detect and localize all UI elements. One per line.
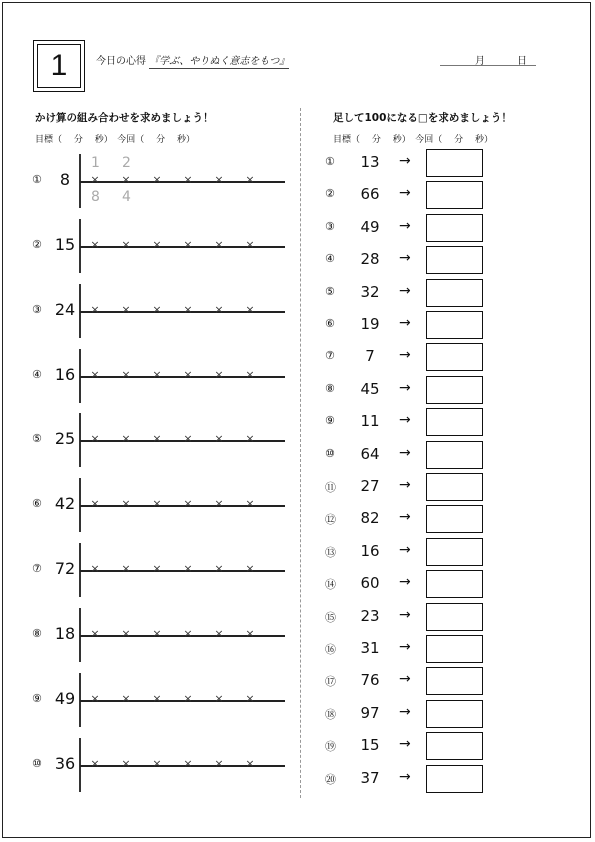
answer-box[interactable] (426, 732, 483, 760)
times-icon: × (90, 497, 100, 510)
times-icon: × (183, 627, 193, 640)
column-divider (300, 108, 301, 798)
times-icon: × (121, 173, 131, 186)
given-number: 76 (360, 671, 380, 690)
times-icon: × (90, 692, 100, 705)
target-number: 16 (54, 365, 76, 384)
times-icon: × (214, 368, 224, 381)
answer-box[interactable] (426, 149, 483, 177)
arrow-right-icon: → (399, 379, 411, 396)
answer-box[interactable] (426, 343, 483, 371)
times-icon: × (90, 562, 100, 575)
arrow-right-icon: → (399, 153, 411, 169)
times-icon: × (152, 692, 162, 705)
times-icon: × (245, 432, 255, 445)
arrow-right-icon: → (399, 606, 411, 623)
times-icon: × (214, 432, 224, 445)
motto-label: 今日の心得 (96, 56, 146, 67)
arrow-right-icon: → (399, 703, 411, 720)
times-icon: × (152, 757, 162, 770)
row-marker: ⑮ (325, 610, 336, 624)
given-number: 49 (360, 217, 380, 236)
given-number: 19 (360, 315, 380, 333)
row-marker: ⑬ (325, 545, 336, 559)
row-marker: ⑭ (325, 578, 336, 592)
row-marker: ① (325, 155, 335, 168)
answer-box[interactable] (426, 279, 483, 307)
right-timer: 目標（ 分 秒） 今回（ 分 秒） (333, 135, 493, 145)
given-number: 27 (360, 477, 380, 495)
right-section-title: 足して100になる□を求めましょう！ (333, 112, 512, 124)
row-marker: ⑦ (325, 349, 335, 363)
times-icon: × (214, 238, 224, 251)
given-number: 64 (360, 444, 380, 463)
times-icon: × (214, 627, 224, 640)
times-icon: × (90, 627, 100, 640)
day-label: 日 (517, 56, 527, 67)
times-icon: × (121, 238, 131, 251)
answer-box[interactable] (426, 376, 483, 404)
times-icon: × (152, 497, 162, 510)
times-icon: × (90, 368, 100, 381)
month-label: 月 (475, 56, 485, 67)
answer-box[interactable] (426, 635, 483, 663)
row-marker: ⑩ (325, 446, 335, 460)
example-bottom-1: 8 (91, 189, 100, 205)
sheet-number-box (33, 40, 85, 92)
row-marker: ④ (325, 252, 335, 266)
given-number: 45 (360, 379, 380, 398)
times-icon: × (152, 303, 162, 316)
answer-box[interactable] (426, 700, 483, 728)
times-icon: × (245, 497, 255, 510)
arrow-right-icon: → (399, 315, 411, 331)
given-number: 60 (360, 574, 380, 593)
given-number: 15 (360, 736, 380, 755)
times-icon: × (214, 757, 224, 770)
times-icon: × (245, 303, 255, 316)
times-icon: × (245, 692, 255, 705)
times-icon: × (245, 368, 255, 381)
times-icon: × (121, 303, 131, 316)
sheet-number: 1 (37, 44, 81, 88)
answer-box[interactable] (426, 181, 483, 209)
times-icon: × (121, 562, 131, 575)
row-marker: ② (32, 238, 42, 251)
times-icon: × (245, 627, 255, 640)
times-icon: × (121, 627, 131, 640)
times-icon: × (245, 238, 255, 251)
row-marker: ⑧ (325, 381, 335, 395)
times-icon: × (152, 432, 162, 445)
times-icon: × (121, 368, 131, 381)
given-number: 97 (360, 703, 380, 722)
row-marker: ② (325, 187, 335, 201)
times-icon: × (90, 173, 100, 186)
row-marker: ④ (32, 368, 42, 381)
row-marker: ③ (32, 303, 42, 316)
times-icon: × (90, 238, 100, 251)
arrow-right-icon: → (399, 541, 411, 558)
given-number: 23 (360, 606, 380, 625)
times-icon: × (183, 238, 193, 251)
times-icon: × (214, 303, 224, 316)
motto-quote: 『学ぶ、やりぬく意志をもつ』 (149, 56, 290, 67)
target-number: 8 (59, 170, 71, 189)
given-number: 31 (360, 639, 380, 657)
times-icon: × (152, 238, 162, 251)
page-frame (2, 2, 591, 838)
row-marker: ⑤ (32, 432, 42, 445)
given-number: 11 (360, 412, 380, 431)
arrow-right-icon: → (399, 639, 411, 655)
row-marker: ⑨ (325, 414, 335, 428)
times-icon: × (90, 757, 100, 770)
answer-box[interactable] (426, 473, 483, 501)
times-icon: × (183, 432, 193, 445)
row-marker: ⑯ (325, 643, 336, 656)
times-icon: × (183, 303, 193, 316)
example-bottom-2: 4 (122, 189, 131, 205)
answer-box[interactable] (426, 603, 483, 631)
arrow-right-icon: → (399, 574, 411, 591)
row-marker: ③ (325, 219, 335, 233)
target-number: 24 (54, 300, 76, 319)
target-number: 25 (54, 429, 76, 448)
times-icon: × (183, 757, 193, 770)
row-marker: ⑩ (32, 757, 42, 770)
row-marker: ⑱ (325, 707, 336, 721)
row-marker: ⑤ (325, 284, 335, 298)
answer-box[interactable] (426, 505, 483, 533)
arrow-right-icon: → (399, 250, 411, 267)
given-number: 32 (360, 282, 380, 301)
times-icon: × (121, 497, 131, 510)
times-icon: × (183, 692, 193, 705)
arrow-right-icon: → (399, 444, 411, 461)
times-icon: × (214, 562, 224, 575)
arrow-right-icon: → (399, 185, 411, 202)
given-number: 16 (360, 541, 380, 560)
given-number: 82 (360, 509, 380, 528)
arrow-right-icon: → (399, 412, 411, 429)
target-number: 49 (54, 689, 76, 708)
answer-box[interactable] (426, 311, 483, 339)
row-marker: ⑦ (32, 562, 42, 575)
times-icon: × (183, 368, 193, 381)
times-icon: × (214, 692, 224, 705)
times-icon: × (121, 757, 131, 770)
times-icon: × (152, 562, 162, 575)
answer-box[interactable] (426, 408, 483, 436)
arrow-right-icon: → (399, 347, 411, 364)
target-number: 15 (54, 235, 76, 254)
answer-box[interactable] (426, 667, 483, 695)
arrow-right-icon: → (399, 282, 411, 299)
given-number: 7 (365, 347, 375, 366)
answer-box[interactable] (426, 538, 483, 566)
arrow-right-icon: → (399, 736, 411, 753)
row-marker: ⑲ (325, 740, 336, 754)
example-top-2: 2 (122, 155, 131, 171)
daily-motto (96, 52, 289, 67)
arrow-right-icon: → (399, 217, 411, 234)
given-number: 13 (360, 153, 380, 171)
answer-box[interactable] (426, 246, 483, 274)
row-marker: ⑨ (32, 692, 42, 705)
times-icon: × (183, 497, 193, 510)
row-marker: ① (32, 173, 42, 186)
row-marker: ⑥ (325, 317, 335, 330)
example-top-1: 1 (91, 155, 100, 171)
times-icon: × (152, 627, 162, 640)
row-marker: ⑥ (32, 497, 42, 510)
times-icon: × (245, 562, 255, 575)
left-timer: 目標（ 分 秒） 今回（ 分 秒） (35, 135, 195, 145)
target-number: 72 (54, 559, 76, 578)
row-marker: ⑰ (325, 675, 336, 689)
row-marker: ⑳ (325, 772, 336, 786)
times-icon: × (152, 368, 162, 381)
answer-box[interactable] (426, 765, 483, 793)
times-icon: × (245, 757, 255, 770)
times-icon: × (90, 303, 100, 316)
left-section-title: かけ算の組み合わせを求めましょう！ (35, 112, 214, 124)
arrow-right-icon: → (399, 768, 411, 785)
times-icon: × (214, 497, 224, 510)
times-icon: × (121, 432, 131, 445)
given-number: 66 (360, 185, 380, 204)
target-number: 42 (54, 494, 76, 513)
row-marker: ⑧ (32, 627, 42, 640)
answer-box[interactable] (426, 214, 483, 242)
times-icon: × (121, 692, 131, 705)
row-marker: ⑪ (325, 481, 336, 494)
times-icon: × (152, 173, 162, 186)
given-number: 28 (360, 250, 380, 269)
arrow-right-icon: → (399, 477, 411, 493)
row-marker: ⑫ (325, 513, 336, 527)
target-number: 36 (54, 754, 76, 773)
times-icon: × (214, 173, 224, 186)
answer-box[interactable] (426, 570, 483, 598)
arrow-right-icon: → (399, 671, 411, 688)
times-icon: × (245, 173, 255, 186)
times-icon: × (90, 432, 100, 445)
arrow-right-icon: → (399, 509, 411, 526)
target-number: 18 (54, 624, 76, 643)
given-number: 37 (360, 768, 380, 787)
times-icon: × (183, 562, 193, 575)
answer-box[interactable] (426, 441, 483, 469)
times-icon: × (183, 173, 193, 186)
